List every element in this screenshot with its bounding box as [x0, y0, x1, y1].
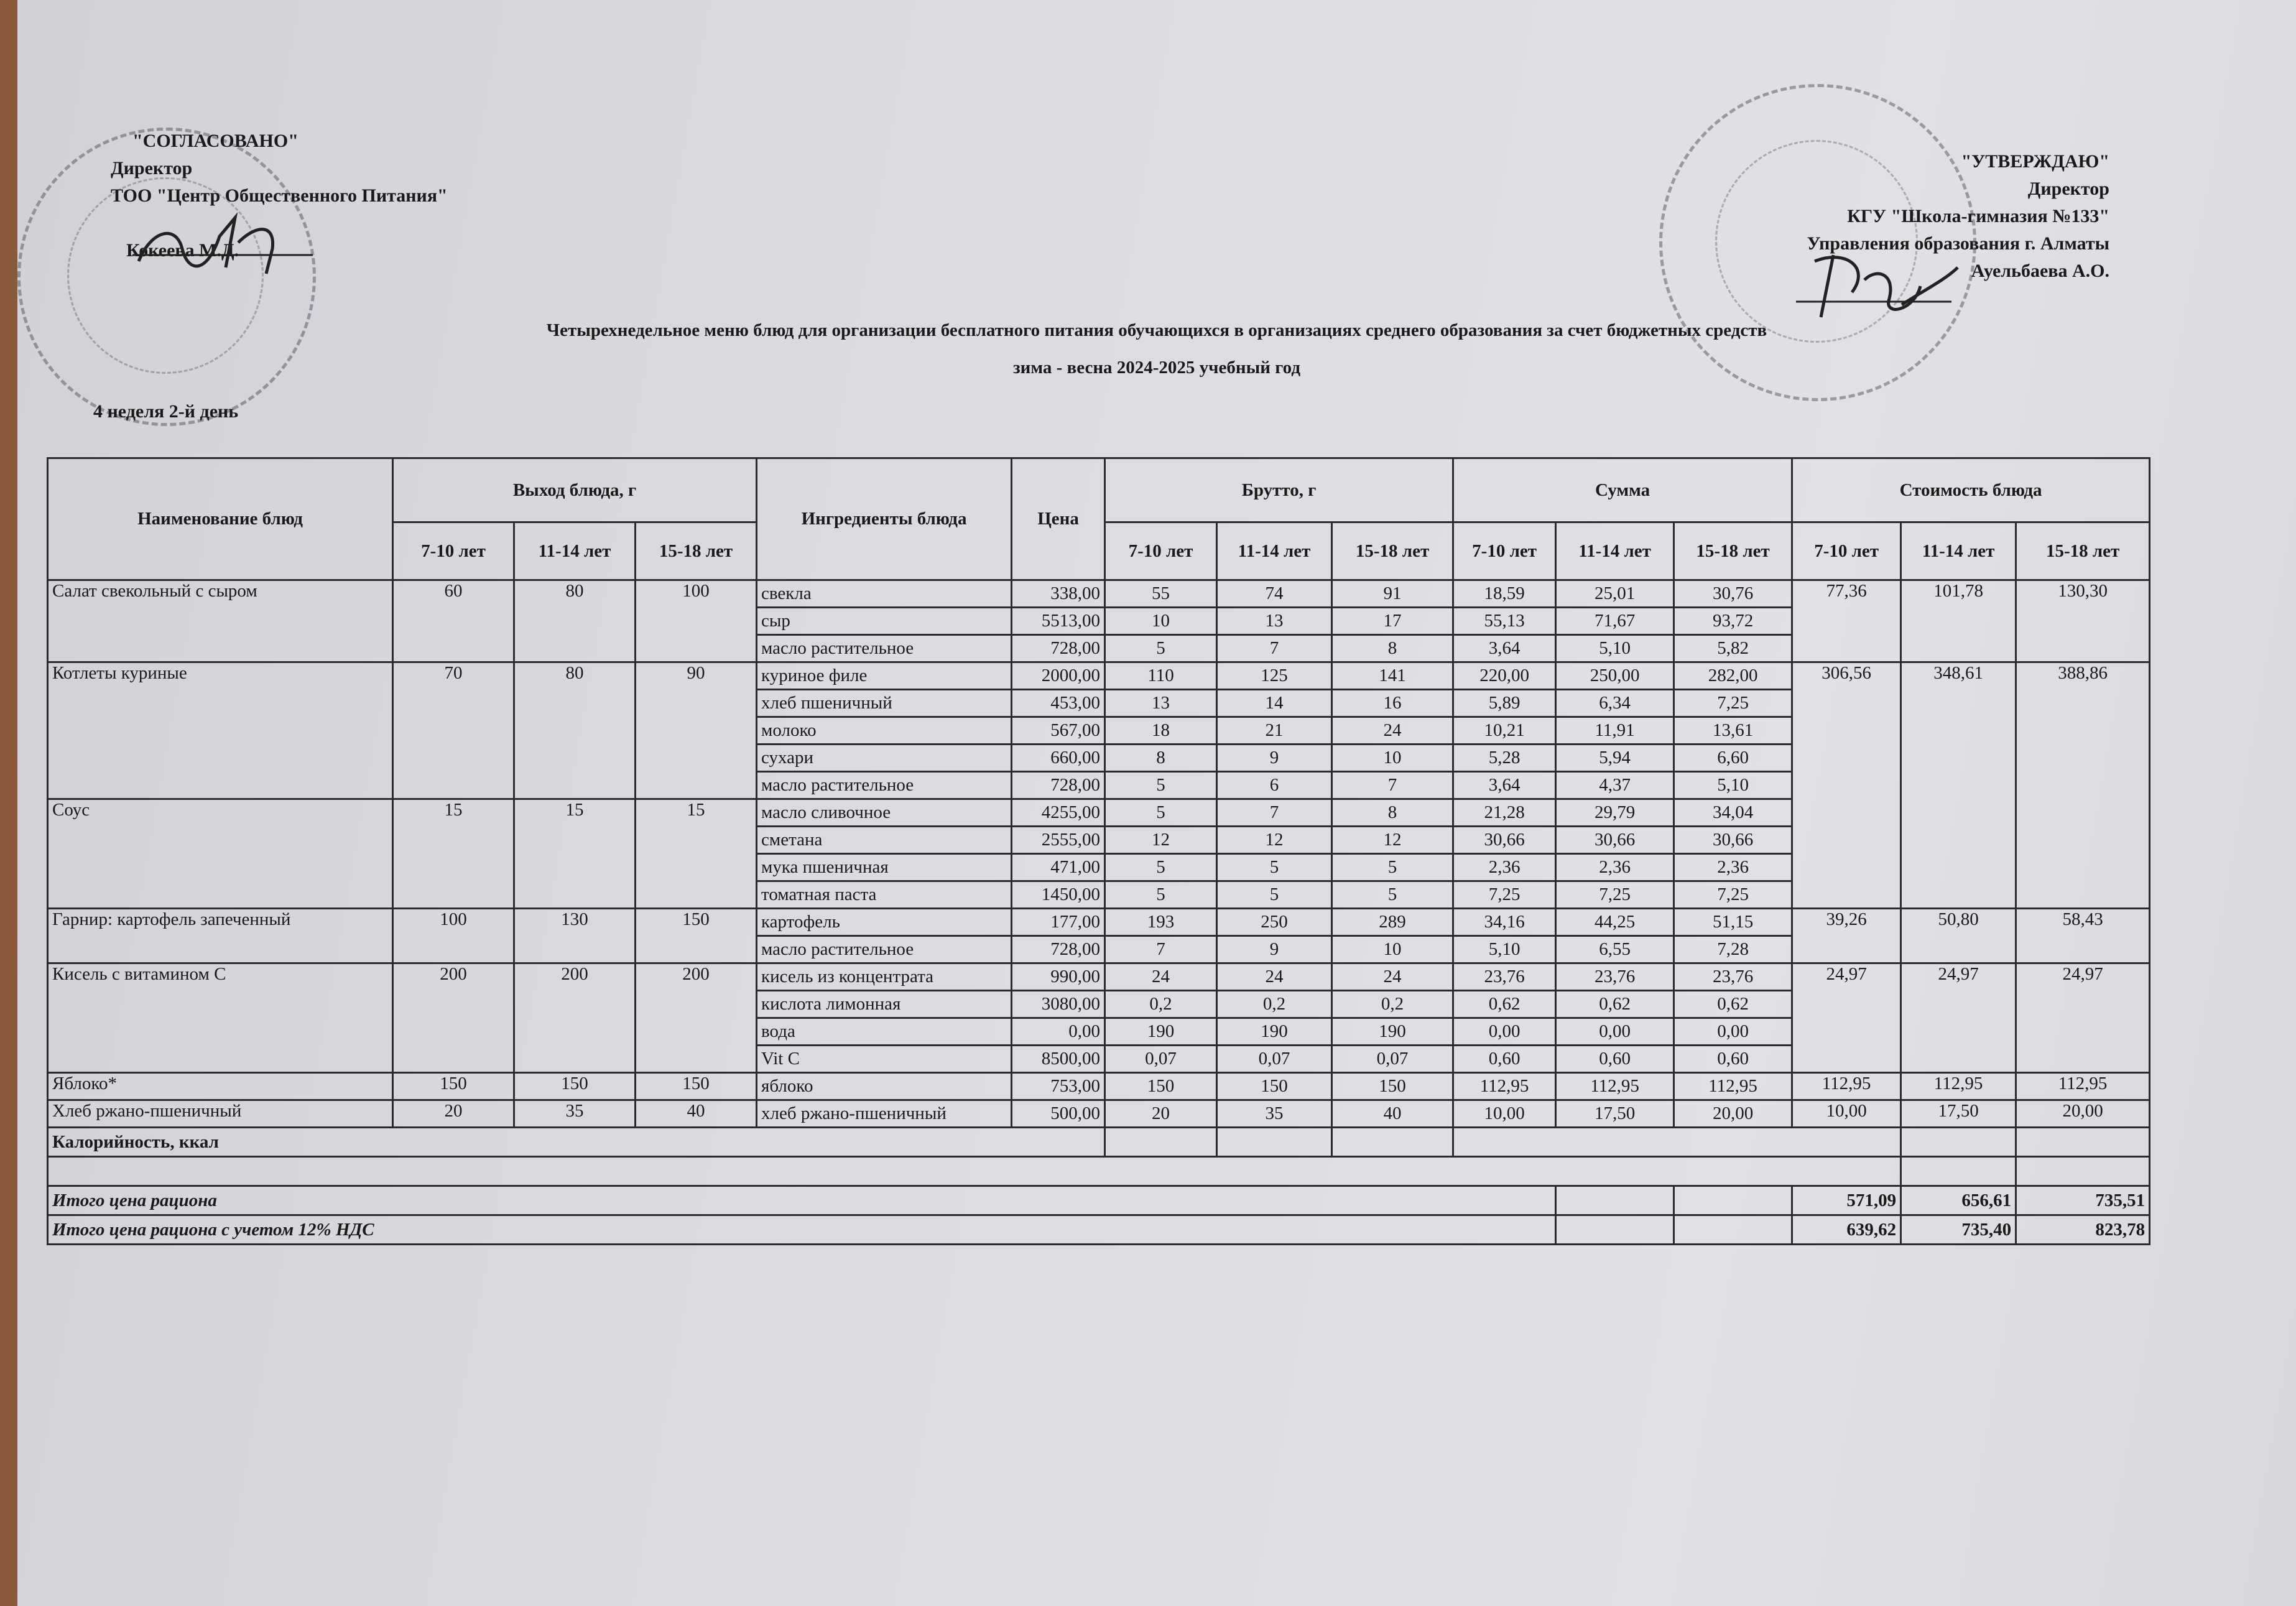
dish-cost: 112,95	[1901, 1073, 2016, 1100]
dish-cost: 130,30	[2016, 580, 2150, 662]
dish-output: 150	[393, 1073, 514, 1100]
ingredient-sum: 23,76	[1556, 963, 1674, 991]
dish-name: Хлеб ржано-пшеничный	[48, 1100, 393, 1128]
ingredient-sum: 5,10	[1674, 772, 1792, 799]
ingredient-name: кисель из концентрата	[757, 963, 1012, 991]
ingredient-sum: 55,13	[1453, 608, 1556, 635]
ingredient-gross: 20	[1105, 1100, 1217, 1128]
ingredient-gross: 5	[1217, 881, 1332, 909]
ingredient-sum: 18,59	[1453, 580, 1556, 608]
ingredient-sum: 7,25	[1674, 881, 1792, 909]
ingredient-gross: 0,2	[1105, 991, 1217, 1018]
ingredient-sum: 5,28	[1453, 745, 1556, 772]
approval-right-position: Директор	[2027, 179, 2109, 199]
ingredient-gross: 5	[1332, 854, 1453, 881]
ingredient-sum: 34,04	[1674, 799, 1792, 827]
ingredient-gross: 35	[1217, 1100, 1332, 1128]
dish-cost: 306,56	[1792, 662, 1901, 909]
ingredient-gross: 5	[1105, 635, 1217, 662]
header-cost-age-15-18: 15-18 лет	[2016, 522, 2150, 580]
dish-name: Соус	[48, 799, 393, 909]
dish-output: 80	[514, 662, 636, 799]
ingredient-gross: 190	[1217, 1018, 1332, 1046]
ingredient-sum: 93,72	[1674, 608, 1792, 635]
ingredient-gross: 16	[1332, 690, 1453, 717]
dish-name: Гарнир: картофель запеченный	[48, 909, 393, 963]
ingredient-sum: 7,25	[1556, 881, 1674, 909]
ingredient-price: 728,00	[1012, 635, 1105, 662]
ingredient-sum: 4,37	[1556, 772, 1674, 799]
ingredient-sum: 5,82	[1674, 635, 1792, 662]
ingredient-sum: 7,25	[1453, 881, 1556, 909]
ingredient-name: Vit C	[757, 1046, 1012, 1073]
total-7-10: 571,09	[1792, 1186, 1901, 1215]
ingredient-name: сметана	[757, 827, 1012, 854]
ingredient-price: 753,00	[1012, 1073, 1105, 1100]
ingredient-sum: 112,95	[1674, 1073, 1792, 1100]
ingredient-sum: 2,36	[1556, 854, 1674, 881]
ingredient-sum: 2,36	[1674, 854, 1792, 881]
document-title: Четырехнедельное меню блюд для организации бесплатного питания обучающихся в организациях среднего образования за счет бюджетных средств	[546, 320, 1767, 340]
total-11-14: 656,61	[1901, 1186, 2016, 1215]
total-row	[48, 1186, 2150, 1215]
dish-cost: 112,95	[2016, 1073, 2150, 1100]
ingredient-sum: 20,00	[1674, 1100, 1792, 1128]
ingredient-gross: 18	[1105, 717, 1217, 745]
header-cost: Стоимость блюда	[1792, 458, 2150, 522]
approval-left-signatory: Кокеева М.Д.	[126, 240, 239, 261]
ingredient-sum: 112,95	[1556, 1073, 1674, 1100]
ingredient-price: 1450,00	[1012, 881, 1105, 909]
ingredient-sum: 2,36	[1453, 854, 1556, 881]
ingredient-price: 4255,00	[1012, 799, 1105, 827]
ingredient-gross: 5	[1217, 854, 1332, 881]
ingredient-sum: 10,00	[1453, 1100, 1556, 1128]
ingredient-gross: 110	[1105, 662, 1217, 690]
ingredient-name: масло растительное	[757, 936, 1012, 963]
ingredient-row	[48, 1073, 2150, 1100]
header-gross-age-7-10: 7-10 лет	[1105, 522, 1217, 580]
ingredient-gross: 7	[1217, 799, 1332, 827]
ingredient-sum: 0,00	[1556, 1018, 1674, 1046]
header-sum: Сумма	[1453, 458, 1792, 522]
ingredient-price: 177,00	[1012, 909, 1105, 936]
ingredient-gross: 12	[1332, 827, 1453, 854]
ingredient-sum: 34,16	[1453, 909, 1556, 936]
blank-cell	[2016, 1157, 2150, 1186]
total-vat-7-10: 639,62	[1792, 1215, 1901, 1245]
ingredient-row	[48, 662, 2150, 690]
ingredient-gross: 8	[1332, 799, 1453, 827]
dish-output: 15	[514, 799, 636, 909]
ingredient-gross: 7	[1217, 635, 1332, 662]
ingredient-gross: 40	[1332, 1100, 1453, 1128]
ingredient-gross: 5	[1105, 772, 1217, 799]
header-sum-age-15-18: 15-18 лет	[1674, 522, 1792, 580]
header-output-age-11-14: 11-14 лет	[514, 522, 636, 580]
ingredient-sum: 44,25	[1556, 909, 1674, 936]
ingredient-gross: 7	[1105, 936, 1217, 963]
approval-left-heading: "СОГЛАСОВАНО"	[132, 131, 299, 151]
dish-output: 100	[393, 909, 514, 963]
ingredient-gross: 150	[1217, 1073, 1332, 1100]
ingredient-sum: 220,00	[1453, 662, 1556, 690]
approval-left-organization: ТОО "Центр Общественного Питания"	[111, 185, 448, 206]
ingredient-gross: 10	[1332, 745, 1453, 772]
ingredient-sum: 30,66	[1674, 827, 1792, 854]
dish-output: 70	[393, 662, 514, 799]
ingredient-price: 453,00	[1012, 690, 1105, 717]
ingredient-gross: 24	[1332, 717, 1453, 745]
calories-cell	[1901, 1128, 2016, 1157]
ingredient-name: кислота лимонная	[757, 991, 1012, 1018]
ingredient-gross: 14	[1217, 690, 1332, 717]
dish-cost: 24,97	[1901, 963, 2016, 1073]
header-sum-age-11-14: 11-14 лет	[1556, 522, 1674, 580]
ingredient-gross: 10	[1105, 608, 1217, 635]
approval-right-heading: "УТВЕРЖДАЮ"	[1961, 151, 2109, 172]
ingredient-price: 660,00	[1012, 745, 1105, 772]
ingredient-gross: 289	[1332, 909, 1453, 936]
dish-cost: 24,97	[1792, 963, 1901, 1073]
ingredient-gross: 24	[1217, 963, 1332, 991]
dish-name: Салат свекольный с сыром	[48, 580, 393, 662]
dish-cost: 58,43	[2016, 909, 2150, 963]
ingredient-row	[48, 909, 2150, 936]
ingredient-sum: 23,76	[1674, 963, 1792, 991]
dish-output: 15	[636, 799, 757, 909]
header-output: Выход блюда, г	[393, 458, 757, 522]
total-vat-15-18: 823,78	[2016, 1215, 2150, 1245]
ingredient-row	[48, 580, 2150, 608]
ingredient-sum: 21,28	[1453, 799, 1556, 827]
ingredient-gross: 12	[1217, 827, 1332, 854]
ingredient-gross: 10	[1332, 936, 1453, 963]
ingredient-gross: 190	[1105, 1018, 1217, 1046]
dish-output: 150	[636, 909, 757, 963]
header-gross-age-15-18: 15-18 лет	[1332, 522, 1453, 580]
dish-name: Котлеты куриные	[48, 662, 393, 799]
ingredient-price: 728,00	[1012, 936, 1105, 963]
ingredient-sum: 71,67	[1556, 608, 1674, 635]
dish-output: 90	[636, 662, 757, 799]
ingredient-name: сухари	[757, 745, 1012, 772]
ingredient-name: свекла	[757, 580, 1012, 608]
total-label: Итого цена рациона	[48, 1186, 1556, 1215]
ingredient-gross: 8	[1332, 635, 1453, 662]
ingredient-price: 990,00	[1012, 963, 1105, 991]
ingredient-sum: 0,62	[1453, 991, 1556, 1018]
total-vat-11-14: 735,40	[1901, 1215, 2016, 1245]
dish-cost: 17,50	[1901, 1100, 2016, 1128]
ingredient-gross: 0,07	[1105, 1046, 1217, 1073]
calories-cell	[1453, 1128, 1901, 1157]
ingredient-name: томатная паста	[757, 881, 1012, 909]
ingredient-sum: 0,00	[1674, 1018, 1792, 1046]
total-empty-cell	[1674, 1186, 1792, 1215]
header-price: Цена	[1012, 458, 1105, 580]
right-signature	[1796, 243, 1970, 323]
dish-cost: 10,00	[1792, 1100, 1901, 1128]
ingredient-sum: 0,60	[1556, 1046, 1674, 1073]
ingredient-sum: 23,76	[1453, 963, 1556, 991]
ingredient-gross: 150	[1105, 1073, 1217, 1100]
menu-table	[47, 457, 2150, 1245]
ingredient-gross: 9	[1217, 936, 1332, 963]
ingredient-name: вода	[757, 1018, 1012, 1046]
ingredient-price: 500,00	[1012, 1100, 1105, 1128]
ingredient-sum: 0,62	[1674, 991, 1792, 1018]
ingredient-gross: 190	[1332, 1018, 1453, 1046]
ingredient-gross: 0,2	[1332, 991, 1453, 1018]
ingredient-price: 5513,00	[1012, 608, 1105, 635]
ingredient-name: яблоко	[757, 1073, 1012, 1100]
ingredient-name: хлеб пшеничный	[757, 690, 1012, 717]
ingredient-gross: 12	[1105, 827, 1217, 854]
ingredient-sum: 13,61	[1674, 717, 1792, 745]
dish-cost: 20,00	[2016, 1100, 2150, 1128]
document-subtitle: зима - весна 2024-2025 учебный год	[1012, 358, 1301, 378]
total-vat-empty-cell	[1556, 1215, 1674, 1245]
ingredient-gross: 0,07	[1332, 1046, 1453, 1073]
ingredient-sum: 0,00	[1453, 1018, 1556, 1046]
blank-cell	[48, 1157, 1901, 1186]
ingredient-price: 338,00	[1012, 580, 1105, 608]
ingredient-name: масло растительное	[757, 772, 1012, 799]
dish-cost: 50,80	[1901, 909, 2016, 963]
ingredient-price: 8500,00	[1012, 1046, 1105, 1073]
ingredient-price: 728,00	[1012, 772, 1105, 799]
ingredient-gross: 13	[1105, 690, 1217, 717]
calories-cell	[1332, 1128, 1453, 1157]
dish-output: 200	[393, 963, 514, 1073]
ingredient-sum: 30,76	[1674, 580, 1792, 608]
ingredient-gross: 5	[1105, 854, 1217, 881]
dish-name: Кисель с витамином С	[48, 963, 393, 1073]
dish-output: 60	[393, 580, 514, 662]
ingredient-gross: 17	[1332, 608, 1453, 635]
ingredient-gross: 5	[1105, 799, 1217, 827]
ingredient-price: 2000,00	[1012, 662, 1105, 690]
header-gross-age-11-14: 11-14 лет	[1217, 522, 1332, 580]
ingredient-name: картофель	[757, 909, 1012, 936]
dish-cost: 77,36	[1792, 580, 1901, 662]
ingredient-gross: 24	[1105, 963, 1217, 991]
dish-cost: 348,61	[1901, 662, 2016, 909]
ingredient-gross: 125	[1217, 662, 1332, 690]
ingredient-sum: 29,79	[1556, 799, 1674, 827]
ingredient-gross: 13	[1217, 608, 1332, 635]
ingredient-name: сыр	[757, 608, 1012, 635]
ingredient-gross: 9	[1217, 745, 1332, 772]
ingredient-gross: 0,2	[1217, 991, 1332, 1018]
ingredient-row	[48, 1100, 2150, 1128]
dish-cost: 24,97	[2016, 963, 2150, 1073]
blank-row	[48, 1157, 2150, 1186]
dish-output: 150	[514, 1073, 636, 1100]
ingredient-price: 567,00	[1012, 717, 1105, 745]
ingredient-sum: 51,15	[1674, 909, 1792, 936]
ingredient-sum: 3,64	[1453, 772, 1556, 799]
ingredient-gross: 55	[1105, 580, 1217, 608]
ingredient-gross: 7	[1332, 772, 1453, 799]
ingredient-sum: 0,62	[1556, 991, 1674, 1018]
ingredient-gross: 6	[1217, 772, 1332, 799]
ingredient-sum: 30,66	[1453, 827, 1556, 854]
header-cost-age-11-14: 11-14 лет	[1901, 522, 2016, 580]
ingredient-sum: 112,95	[1453, 1073, 1556, 1100]
header-output-age-7-10: 7-10 лет	[393, 522, 514, 580]
ingredient-sum: 7,28	[1674, 936, 1792, 963]
ingredient-sum: 0,60	[1453, 1046, 1556, 1073]
header-ingredients: Ингредиенты блюда	[757, 458, 1012, 580]
ingredient-name: масло растительное	[757, 635, 1012, 662]
total-empty-cell	[1556, 1186, 1674, 1215]
ingredient-sum: 6,34	[1556, 690, 1674, 717]
ingredient-sum: 6,60	[1674, 745, 1792, 772]
dish-cost: 112,95	[1792, 1073, 1901, 1100]
dish-output: 15	[393, 799, 514, 909]
menu-table-body	[48, 580, 2150, 1128]
ingredient-sum: 5,94	[1556, 745, 1674, 772]
ingredient-sum: 10,21	[1453, 717, 1556, 745]
dish-output: 40	[636, 1100, 757, 1128]
ingredient-gross: 150	[1332, 1073, 1453, 1100]
ingredient-name: молоко	[757, 717, 1012, 745]
ingredient-gross: 5	[1105, 881, 1217, 909]
approval-left-position: Директор	[111, 158, 193, 179]
ingredient-sum: 17,50	[1556, 1100, 1674, 1128]
total-vat-label: Итого цена рациона с учетом 12% НДС	[48, 1215, 1556, 1245]
approval-right-signatory: Ауельбаева А.О.	[1971, 261, 2109, 281]
ingredient-gross: 8	[1105, 745, 1217, 772]
ingredient-sum: 3,64	[1453, 635, 1556, 662]
ingredient-sum: 250,00	[1556, 662, 1674, 690]
ingredient-gross: 21	[1217, 717, 1332, 745]
approval-right-organization: КГУ "Школа-гимназия №133"	[1847, 206, 2109, 226]
ingredient-name: хлеб ржано-пшеничный	[757, 1100, 1012, 1128]
ingredient-gross: 0,07	[1217, 1046, 1332, 1073]
ingredient-sum: 282,00	[1674, 662, 1792, 690]
ingredient-price: 2555,00	[1012, 827, 1105, 854]
blank-cell	[1901, 1157, 2016, 1186]
dish-output: 20	[393, 1100, 514, 1128]
ingredient-gross: 141	[1332, 662, 1453, 690]
ingredient-gross: 74	[1217, 580, 1332, 608]
ingredient-sum: 6,55	[1556, 936, 1674, 963]
week-day-label: 4 неделя 2-й день	[93, 401, 239, 422]
ingredient-sum: 11,91	[1556, 717, 1674, 745]
ingredient-price: 471,00	[1012, 854, 1105, 881]
total-vat-empty-cell	[1674, 1215, 1792, 1245]
ingredient-gross: 250	[1217, 909, 1332, 936]
header-cost-age-7-10: 7-10 лет	[1792, 522, 1901, 580]
ingredient-sum: 5,10	[1556, 635, 1674, 662]
dish-output: 200	[514, 963, 636, 1073]
header-sum-age-7-10: 7-10 лет	[1453, 522, 1556, 580]
ingredient-price: 3080,00	[1012, 991, 1105, 1018]
calories-cell	[1217, 1128, 1332, 1157]
ingredient-sum: 5,10	[1453, 936, 1556, 963]
calories-row	[48, 1128, 2150, 1157]
approval-right-department: Управления образования г. Алматы	[1807, 233, 2109, 254]
dish-cost: 388,86	[2016, 662, 2150, 909]
ingredient-sum: 7,25	[1674, 690, 1792, 717]
header-dish-name: Наименование блюд	[48, 458, 393, 580]
ingredient-gross: 5	[1332, 881, 1453, 909]
dish-output: 80	[514, 580, 636, 662]
dish-output: 150	[636, 1073, 757, 1100]
ingredient-name: мука пшеничная	[757, 854, 1012, 881]
dish-output: 35	[514, 1100, 636, 1128]
dish-cost: 39,26	[1792, 909, 1901, 963]
ingredient-name: масло сливочное	[757, 799, 1012, 827]
ingredient-sum: 30,66	[1556, 827, 1674, 854]
left-signature	[132, 205, 319, 280]
ingredient-gross: 193	[1105, 909, 1217, 936]
dish-name: Яблоко*	[48, 1073, 393, 1100]
total-vat-row	[48, 1215, 2150, 1245]
dish-output: 200	[636, 963, 757, 1073]
dish-output: 130	[514, 909, 636, 963]
ingredient-name: куриное филе	[757, 662, 1012, 690]
dish-output: 100	[636, 580, 757, 662]
total-15-18: 735,51	[2016, 1186, 2150, 1215]
document-page	[17, 0, 2296, 1606]
ingredient-gross: 91	[1332, 580, 1453, 608]
ingredient-sum: 0,60	[1674, 1046, 1792, 1073]
calories-cell	[2016, 1128, 2150, 1157]
calories-cell	[1105, 1128, 1217, 1157]
ingredient-gross: 24	[1332, 963, 1453, 991]
header-gross: Брутто, г	[1105, 458, 1453, 522]
ingredient-sum: 25,01	[1556, 580, 1674, 608]
header-output-age-15-18: 15-18 лет	[636, 522, 757, 580]
menu-table-footer	[48, 1128, 2150, 1245]
ingredient-sum: 5,89	[1453, 690, 1556, 717]
dish-cost: 101,78	[1901, 580, 2016, 662]
ingredient-price: 0,00	[1012, 1018, 1105, 1046]
ingredient-row	[48, 963, 2150, 991]
calories-label: Калорийность, ккал	[48, 1128, 1105, 1157]
